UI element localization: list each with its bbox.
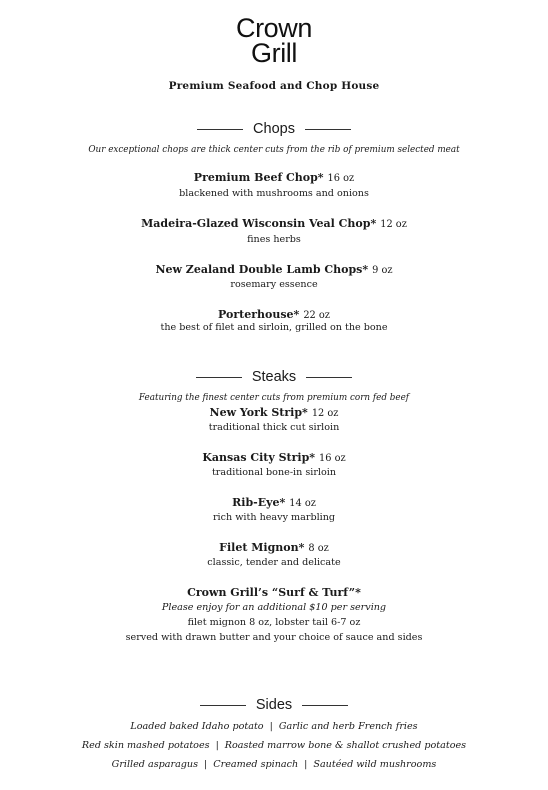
menu-item-description: rosemary essence bbox=[230, 279, 318, 290]
menu-item-name bbox=[0, 541, 548, 554]
item-title: New Zealand Double Lamb Chops* bbox=[155, 263, 369, 276]
item-title: Kansas City Strip* bbox=[202, 451, 316, 464]
side-item: Loaded baked Idaho potato bbox=[130, 721, 264, 732]
section-intro-chops: Our exceptional chops are thick center cuts from the rib of premium selected meat bbox=[88, 145, 460, 155]
item-weight: 8 oz bbox=[308, 543, 329, 554]
section-header-sides bbox=[0, 697, 548, 713]
side-item: Creamed spinach bbox=[213, 759, 299, 770]
menu-item-name bbox=[0, 451, 548, 464]
menu-item-description: the best of filet and sirloin, grilled on the bone bbox=[160, 322, 388, 333]
section-title-steaks: Steaks bbox=[251, 369, 297, 385]
menu-item-name bbox=[0, 406, 548, 419]
section-title-sides: Sides bbox=[255, 697, 293, 713]
sides-row bbox=[0, 759, 548, 770]
menu-item-description: served with drawn butter and your choice of sauce and sides bbox=[125, 632, 423, 643]
divider-left bbox=[196, 377, 242, 378]
side-item: Sautéed wild mushrooms bbox=[313, 759, 437, 770]
side-item: Garlic and herb French fries bbox=[278, 721, 418, 732]
item-title: New York Strip* bbox=[209, 406, 308, 419]
brand-logo bbox=[0, 13, 548, 68]
side-item: Roasted marrow bone & shallot crushed potatoes bbox=[224, 740, 467, 751]
menu-item-name bbox=[0, 217, 548, 230]
brand-logo-line1: Crown bbox=[235, 13, 313, 43]
item-weight: 12 oz bbox=[380, 219, 407, 230]
menu-item-name bbox=[0, 308, 548, 321]
section-header-steaks bbox=[0, 369, 548, 385]
menu-item-name bbox=[0, 263, 548, 276]
menu-item-name bbox=[0, 496, 548, 509]
sides-row bbox=[0, 721, 548, 732]
menu-item-name bbox=[0, 171, 548, 184]
menu-item-description: fines herbs bbox=[247, 234, 301, 245]
side-item: Grilled asparagus bbox=[111, 759, 199, 770]
item-title: Rib-Eye* bbox=[232, 496, 286, 509]
section-intro-steaks: Featuring the finest center cuts from premium corn fed beef bbox=[138, 393, 410, 403]
sides-row bbox=[0, 740, 548, 751]
side-separator: | bbox=[269, 721, 273, 732]
brand-tagline: Premium Seafood and Chop House bbox=[168, 80, 380, 92]
section-title-chops: Chops bbox=[253, 121, 295, 137]
menu-item-description: blackened with mushrooms and onions bbox=[179, 188, 369, 199]
menu-item-description: filet mignon 8 oz, lobster tail 6-7 oz bbox=[187, 617, 361, 628]
item-title: Premium Beef Chop* bbox=[193, 171, 324, 184]
menu-item-description: classic, tender and delicate bbox=[207, 557, 341, 568]
item-title: Filet Mignon* bbox=[219, 541, 305, 554]
item-weight: 22 oz bbox=[303, 310, 330, 321]
item-title: Porterhouse* bbox=[218, 308, 300, 321]
menu-item-description: traditional bone-in sirloin bbox=[211, 467, 337, 478]
menu-item-name-surf-turf: Crown Grill’s “Surf & Turf”* bbox=[187, 586, 361, 599]
divider-left bbox=[197, 129, 243, 130]
item-title: Madeira-Glazed Wisconsin Veal Chop* bbox=[141, 217, 377, 230]
side-item: Red skin mashed potatoes bbox=[81, 740, 210, 751]
item-weight: 12 oz bbox=[311, 408, 339, 419]
item-weight: 16 oz bbox=[327, 173, 355, 184]
divider-left bbox=[200, 705, 246, 706]
side-separator: | bbox=[215, 740, 219, 751]
side-separator: | bbox=[204, 759, 208, 770]
item-weight: 9 oz bbox=[372, 265, 393, 276]
item-weight: 14 oz bbox=[289, 498, 316, 509]
divider-right bbox=[305, 129, 351, 130]
side-separator: | bbox=[304, 759, 308, 770]
menu-item-description: rich with heavy marbling bbox=[212, 512, 336, 523]
section-header-chops bbox=[0, 121, 548, 137]
divider-right bbox=[302, 705, 348, 706]
menu-item-description: traditional thick cut sirloin bbox=[208, 422, 340, 433]
divider-right bbox=[306, 377, 352, 378]
item-weight: 16 oz bbox=[319, 453, 346, 464]
menu-item-note: Please enjoy for an additional $10 per serving bbox=[161, 602, 387, 613]
brand-logo-line2: Grill bbox=[251, 38, 297, 68]
